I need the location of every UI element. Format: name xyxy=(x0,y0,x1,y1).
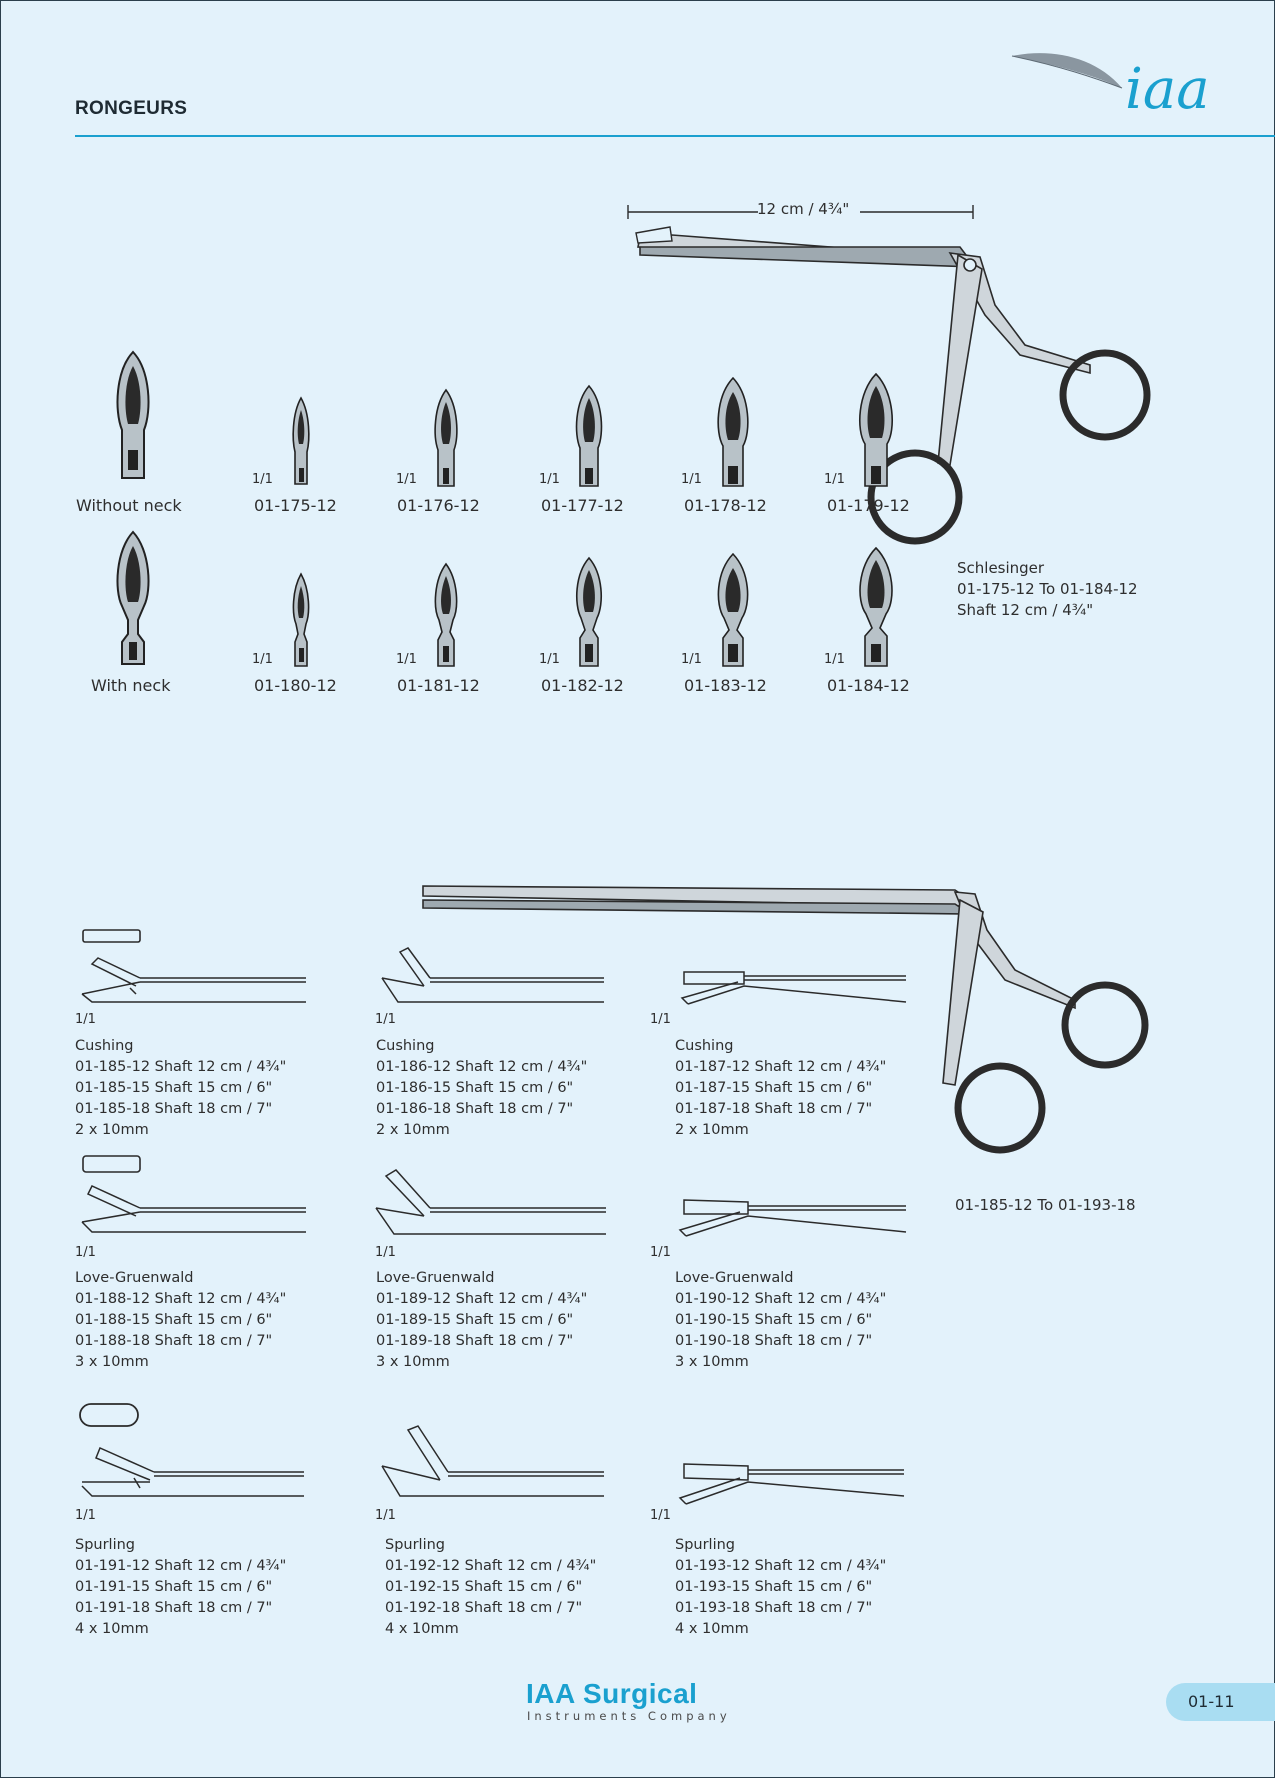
product-size: 3 x 10mm xyxy=(376,1354,450,1370)
jaw-diagram xyxy=(678,1172,910,1244)
tip-label: 01-178-12 xyxy=(684,496,767,515)
tip-illustration xyxy=(850,546,902,668)
scale-label: 1/1 xyxy=(75,1012,96,1027)
scale-label: 1/1 xyxy=(75,1508,96,1523)
product-spec: 01-191-18 Shaft 18 cm / 7" xyxy=(75,1600,273,1616)
scale-label: 1/1 xyxy=(375,1245,396,1260)
tip-label: 01-179-12 xyxy=(827,496,910,515)
product-spec: 01-192-15 Shaft 15 cm / 6" xyxy=(385,1579,583,1595)
product-name: Spurling xyxy=(675,1537,736,1553)
product-spec: 01-187-12 Shaft 12 cm / 4¾" xyxy=(675,1059,887,1075)
product-spec: 01-185-15 Shaft 15 cm / 6" xyxy=(75,1080,273,1096)
product-size: 2 x 10mm xyxy=(675,1122,749,1138)
jaw-diagram xyxy=(678,1446,910,1518)
product-name: Love-Gruenwald xyxy=(376,1270,495,1286)
product-name: Cushing xyxy=(75,1038,134,1054)
product-spec: 01-191-12 Shaft 12 cm / 4¾" xyxy=(75,1558,287,1574)
tip-label: 01-183-12 xyxy=(684,676,767,695)
jaw-diagram xyxy=(78,942,310,1014)
product-spec: 01-191-15 Shaft 15 cm / 6" xyxy=(75,1579,273,1595)
header-divider xyxy=(75,135,1275,137)
product-name: Cushing xyxy=(675,1038,734,1054)
product-spec: 01-185-18 Shaft 18 cm / 7" xyxy=(75,1101,273,1117)
tip-illustration xyxy=(108,350,158,480)
product-name: Love-Gruenwald xyxy=(675,1270,794,1286)
product-spec: 01-192-12 Shaft 12 cm / 4¾" xyxy=(385,1558,597,1574)
tip-label: Without neck xyxy=(76,496,182,515)
product-size: 2 x 10mm xyxy=(376,1122,450,1138)
scale-label: 1/1 xyxy=(396,652,417,667)
product-spec: 01-189-15 Shaft 15 cm / 6" xyxy=(376,1312,574,1328)
product-spec: 01-190-15 Shaft 15 cm / 6" xyxy=(675,1312,873,1328)
scale-label: 1/1 xyxy=(824,472,845,487)
tip-profile-icon xyxy=(78,1402,142,1428)
brand-logo: iaa xyxy=(1125,57,1210,122)
scale-label: 1/1 xyxy=(375,1012,396,1027)
tip-illustration xyxy=(288,396,314,486)
tip-illustration xyxy=(709,376,757,488)
product-spec: 01-188-15 Shaft 15 cm / 6" xyxy=(75,1312,273,1328)
product-block xyxy=(675,1268,886,1373)
tip-label: 01-175-12 xyxy=(254,496,337,515)
product-spec: 01-190-18 Shaft 18 cm / 7" xyxy=(675,1333,873,1349)
tip-label: With neck xyxy=(91,676,171,695)
page-title: RONGEURS xyxy=(75,98,188,119)
product-spec: 01-188-18 Shaft 18 cm / 7" xyxy=(75,1333,273,1349)
tip-label: 01-184-12 xyxy=(827,676,910,695)
tip-illustration xyxy=(569,556,609,668)
tip-illustration xyxy=(850,372,902,488)
scale-label: 1/1 xyxy=(539,652,560,667)
caption-line: 01-175-12 To 01-184-12 xyxy=(957,580,1138,598)
product-name: Spurling xyxy=(75,1537,136,1553)
product-block xyxy=(675,1535,886,1640)
product-size: 2 x 10mm xyxy=(75,1122,149,1138)
scale-label: 1/1 xyxy=(252,472,273,487)
scale-label: 1/1 xyxy=(396,472,417,487)
product-size: 3 x 10mm xyxy=(75,1354,149,1370)
tip-illustration xyxy=(429,562,463,668)
page-number: 01-11 xyxy=(1188,1692,1235,1711)
product-size: 4 x 10mm xyxy=(385,1621,459,1637)
footer-brand: IAA Surgical xyxy=(526,1678,698,1709)
scale-label: 1/1 xyxy=(650,1245,671,1260)
product-spec: 01-190-12 Shaft 12 cm / 4¾" xyxy=(675,1291,887,1307)
scale-label: 1/1 xyxy=(650,1012,671,1027)
footer-subtitle: Instruments Company xyxy=(527,1709,731,1723)
product-size: 3 x 10mm xyxy=(675,1354,749,1370)
scale-label: 1/1 xyxy=(75,1245,96,1260)
product-name: Love-Gruenwald xyxy=(75,1270,194,1286)
dimension-label: 12 cm / 4¾" xyxy=(757,200,850,218)
caption-line: Schlesinger xyxy=(957,559,1045,577)
tip-illustration xyxy=(569,384,609,488)
product-block xyxy=(75,1535,286,1640)
product-block xyxy=(675,1036,886,1141)
product-spec: 01-187-18 Shaft 18 cm / 7" xyxy=(675,1101,873,1117)
jaw-diagram xyxy=(378,942,610,1014)
scale-label: 1/1 xyxy=(650,1508,671,1523)
scale-label: 1/1 xyxy=(375,1508,396,1523)
product-spec: 01-192-18 Shaft 18 cm / 7" xyxy=(385,1600,583,1616)
product-spec: 01-186-12 Shaft 12 cm / 4¾" xyxy=(376,1059,588,1075)
product-spec: 01-188-12 Shaft 12 cm / 4¾" xyxy=(75,1291,287,1307)
tip-illustration xyxy=(709,552,757,668)
tip-label: 01-181-12 xyxy=(397,676,480,695)
scale-label: 1/1 xyxy=(824,652,845,667)
product-spec: 01-189-18 Shaft 18 cm / 7" xyxy=(376,1333,574,1349)
tip-profile-icon xyxy=(82,1154,142,1174)
product-spec: 01-189-12 Shaft 12 cm / 4¾" xyxy=(376,1291,588,1307)
product-size: 4 x 10mm xyxy=(675,1621,749,1637)
product-spec: 01-186-18 Shaft 18 cm / 7" xyxy=(376,1101,574,1117)
tip-label: 01-177-12 xyxy=(541,496,624,515)
tip-label: 01-182-12 xyxy=(541,676,624,695)
jaw-diagram xyxy=(78,1432,310,1512)
scale-label: 1/1 xyxy=(539,472,560,487)
product-block xyxy=(376,1268,587,1373)
caption-line: Shaft 12 cm / 4¾" xyxy=(957,601,1094,619)
product-name: Cushing xyxy=(376,1038,435,1054)
product-spec: 01-186-15 Shaft 15 cm / 6" xyxy=(376,1080,574,1096)
schlesinger-caption xyxy=(957,558,1138,621)
product-block xyxy=(75,1268,286,1373)
jaw-diagram xyxy=(374,1166,610,1246)
product-spec: 01-185-12 Shaft 12 cm / 4¾" xyxy=(75,1059,287,1075)
tip-illustration xyxy=(288,572,314,668)
product-size: 4 x 10mm xyxy=(75,1621,149,1637)
scale-label: 1/1 xyxy=(681,472,702,487)
jaw-diagram xyxy=(378,1416,610,1512)
product-block xyxy=(75,1036,286,1141)
product-spec: 01-193-12 Shaft 12 cm / 4¾" xyxy=(675,1558,887,1574)
jaw-diagram xyxy=(78,1172,310,1244)
product-block xyxy=(385,1535,596,1640)
scale-label: 1/1 xyxy=(681,652,702,667)
tip-illustration xyxy=(429,388,463,488)
tip-illustration xyxy=(108,530,158,666)
feather-leaf-icon xyxy=(1010,48,1130,128)
tip-label: 01-180-12 xyxy=(254,676,337,695)
product-spec: 01-187-15 Shaft 15 cm / 6" xyxy=(675,1080,873,1096)
tip-label: 01-176-12 xyxy=(397,496,480,515)
product-spec: 01-193-18 Shaft 18 cm / 7" xyxy=(675,1600,873,1616)
product-name: Spurling xyxy=(385,1537,446,1553)
product-block xyxy=(376,1036,587,1141)
jaw-diagram xyxy=(678,942,910,1014)
scale-label: 1/1 xyxy=(252,652,273,667)
instrument-caption: 01-185-12 To 01-193-18 xyxy=(955,1196,1136,1214)
product-spec: 01-193-15 Shaft 15 cm / 6" xyxy=(675,1579,873,1595)
